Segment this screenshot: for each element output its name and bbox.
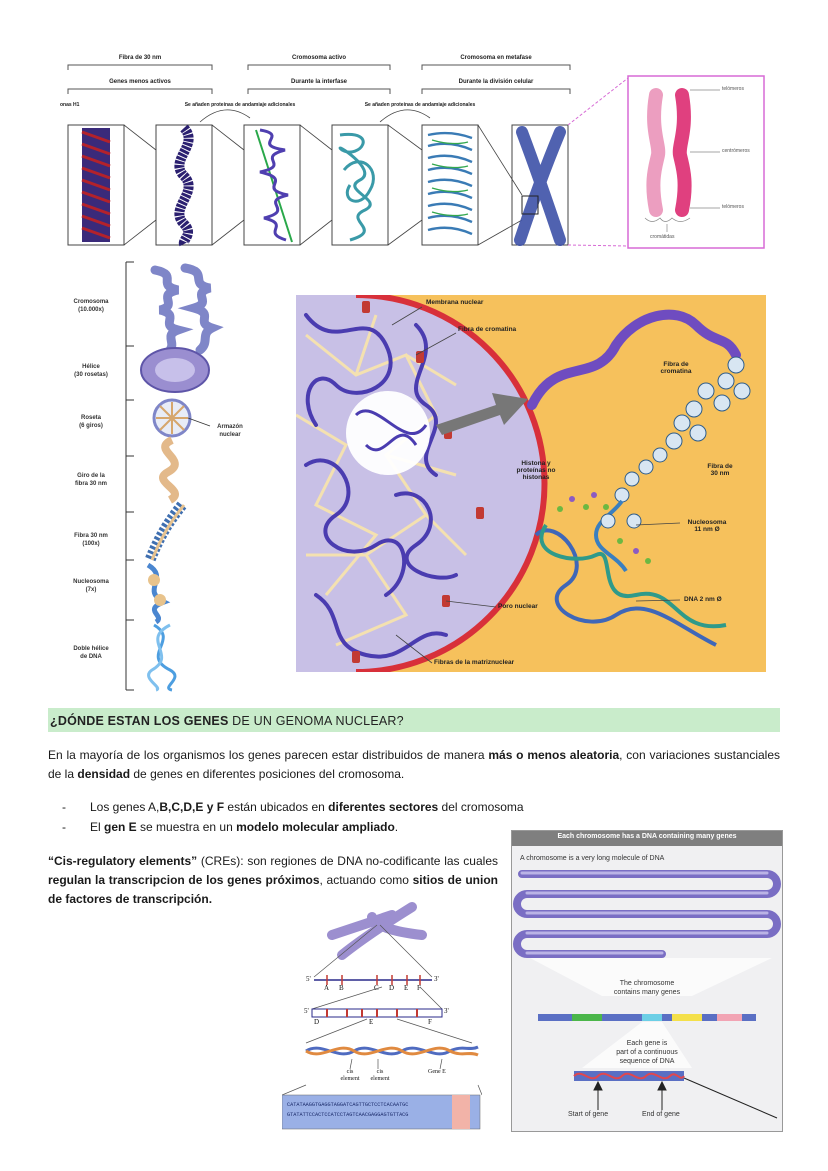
gene-e-label: Gene E <box>428 1069 446 1075</box>
dna-sequence-2: GTATATTCCACTCCATCCTAGTCAACGAGGAGTGTTACG <box>287 1112 409 1118</box>
bullet-text: . <box>394 820 399 834</box>
paragraph-text-e: de genes en diferentes posiciones del cromosoma. <box>130 767 405 781</box>
gene-5prime-top: 5' <box>306 975 311 983</box>
label-fibra-30nm: Fibra 30 nm (100x) <box>74 533 108 547</box>
label-fibra-cromatina: Fibra de cromatina <box>458 326 517 333</box>
gene-mid-f: F <box>428 1018 432 1026</box>
list-item <box>62 800 542 820</box>
gene-label-c: C <box>374 984 379 992</box>
label-histona: Histona y proteínas no histonas <box>516 460 556 481</box>
header-cromosoma-activo: Cromosoma activo <box>291 55 346 61</box>
gene-3prime-top: 3' <box>434 975 439 983</box>
figure-end-gene: End of gene <box>642 1111 680 1118</box>
label-membrana-nuclear: Membrana nuclear <box>426 299 484 306</box>
gene-mid-e: E <box>369 1018 374 1026</box>
label-dna-2nm: DNA 2 nm Ø <box>684 596 722 603</box>
cres-text-d: , actuando como <box>319 873 413 887</box>
chromosome-hierarchy-figure <box>60 260 260 692</box>
bullet-text: Los genes A, <box>90 800 160 814</box>
cis-element-1: cis element <box>340 1069 360 1082</box>
inset-telomeros-bottom: telómeros <box>722 204 744 210</box>
inset-cromatidas: cromátidas <box>650 234 675 240</box>
paragraph-text-c: , con variaciones sustanciales de la <box>48 748 781 781</box>
paragraph-bold-d: densidad <box>77 767 131 781</box>
nucleus-drawing <box>296 295 766 672</box>
bullet-bold: gen E <box>104 820 137 834</box>
cres-text-b: (CREs): son regiones de DNA no-codificante las cuales <box>197 854 498 868</box>
bullet-text: se muestra en un <box>136 820 237 834</box>
bullet-text: del cromosoma <box>438 800 524 814</box>
heading-bold: ¿DÓNDE ESTAN LOS GENES <box>50 714 229 728</box>
label-fibra-cromatina-2: Fibra de cromatina <box>660 361 692 375</box>
gene-label-d: D <box>389 984 395 992</box>
cres-bold-c: regulan la transcripcion de los genes próximos <box>48 873 320 887</box>
dna-sequence-1: CATATAAGGTGAGGTAGGATCAGTTGCTCCTCACAATGC <box>287 1102 409 1108</box>
figure-each-gene: Each gene is part of a continuous sequence of DNA <box>616 1040 678 1065</box>
bullet-bold: modelo molecular ampliado <box>236 820 395 834</box>
paragraph-text-a: En la mayoría de los organismos los genes parecen estar distribuidos de manera <box>48 748 489 762</box>
figure-start-gene: Start of gene <box>568 1111 609 1118</box>
label-fibras-matriz: Fibras de la matriznuclear <box>434 659 515 666</box>
gene-label-f: F <box>417 984 421 992</box>
header-durante-division: Durante la división celular <box>458 79 534 85</box>
figure-contains-genes: The chromosome contains many genes <box>613 980 681 996</box>
cres-bold-e: sitios de union de factores de transcripción. <box>48 873 498 906</box>
chromatin-compaction-figure <box>60 50 770 255</box>
figure-title: Each chromosome has a DNA containing many genes <box>557 833 737 840</box>
nucleus-figure <box>296 295 766 672</box>
label-proteinas-1: Se añaden proteínas de andamiaje adicionales <box>184 102 296 108</box>
header-genes-menos-activos: Genes menos activos <box>109 79 171 85</box>
gene-location-drawing <box>282 895 482 1131</box>
bullet-text: El <box>90 820 105 834</box>
section-heading <box>48 708 780 732</box>
header-fibra-30nm: Fibra de 30 nm <box>118 55 162 61</box>
bullet-dash: - <box>62 800 66 814</box>
label-helice: Hélice (30 rosetas) <box>74 364 108 378</box>
bullet-bold: diferentes sectores <box>328 800 439 814</box>
label-cromosoma: Cromosoma (10.000x) <box>73 299 109 313</box>
label-poro-nuclear: Poro nuclear <box>498 603 538 610</box>
chromosome-genes-figure <box>511 830 783 1132</box>
bullet-text: están ubicados en <box>224 800 329 814</box>
paragraph-bold-b: más o menos aleatoria <box>488 748 620 762</box>
cres-term: “Cis-regulatory elements” <box>48 854 198 868</box>
figure-subtitle: A chromosome is a very long molecule of DNA <box>520 855 665 862</box>
gene-label-b: B <box>339 984 344 992</box>
gene-label-e: E <box>404 984 409 992</box>
label-roseta: Roseta (6 giros) <box>79 415 103 429</box>
header-cromosoma-metafase: Cromosoma en metafase <box>460 55 532 61</box>
gene-5prime-mid: 5' <box>304 1007 309 1015</box>
gene-3prime-mid: 3' <box>444 1007 449 1015</box>
gene-label-a: A <box>324 984 330 992</box>
inset-telomeros-top: telómeros <box>722 86 744 92</box>
heading-rest: DE UN GENOMA NUCLEAR? <box>228 714 404 728</box>
bullet-list <box>62 800 542 840</box>
label-nucleosoma: Nucleosoma (7x) <box>73 579 109 593</box>
bullet-bold: B,C,D,E y F <box>159 800 225 814</box>
label-giro-fibra: Giro de la fibra 30 nm <box>74 473 107 487</box>
paragraph-distribution <box>48 746 780 784</box>
label-histonas-h1: onas H1 <box>60 102 80 108</box>
inset-centromeros: centrómeros <box>722 148 750 154</box>
bullet-dash: - <box>62 820 66 834</box>
header-durante-interfase: Durante la interfase <box>290 79 348 85</box>
list-item <box>62 820 542 840</box>
gene-mid-d: D <box>314 1018 320 1026</box>
gene-location-figure <box>282 895 482 1131</box>
label-proteinas-2: Se añaden proteínas de andamiaje adicionales <box>364 102 476 108</box>
label-doble-helice: Doble hélice de DNA <box>73 646 109 660</box>
cis-element-2: cis element <box>370 1069 390 1082</box>
label-fibra-30nm: Fibra de 30 nm <box>707 463 733 477</box>
label-armazon-nuclear: Armazón nuclear <box>217 424 243 438</box>
label-nucleosoma: Nucleosoma 11 nm Ø <box>687 519 727 533</box>
